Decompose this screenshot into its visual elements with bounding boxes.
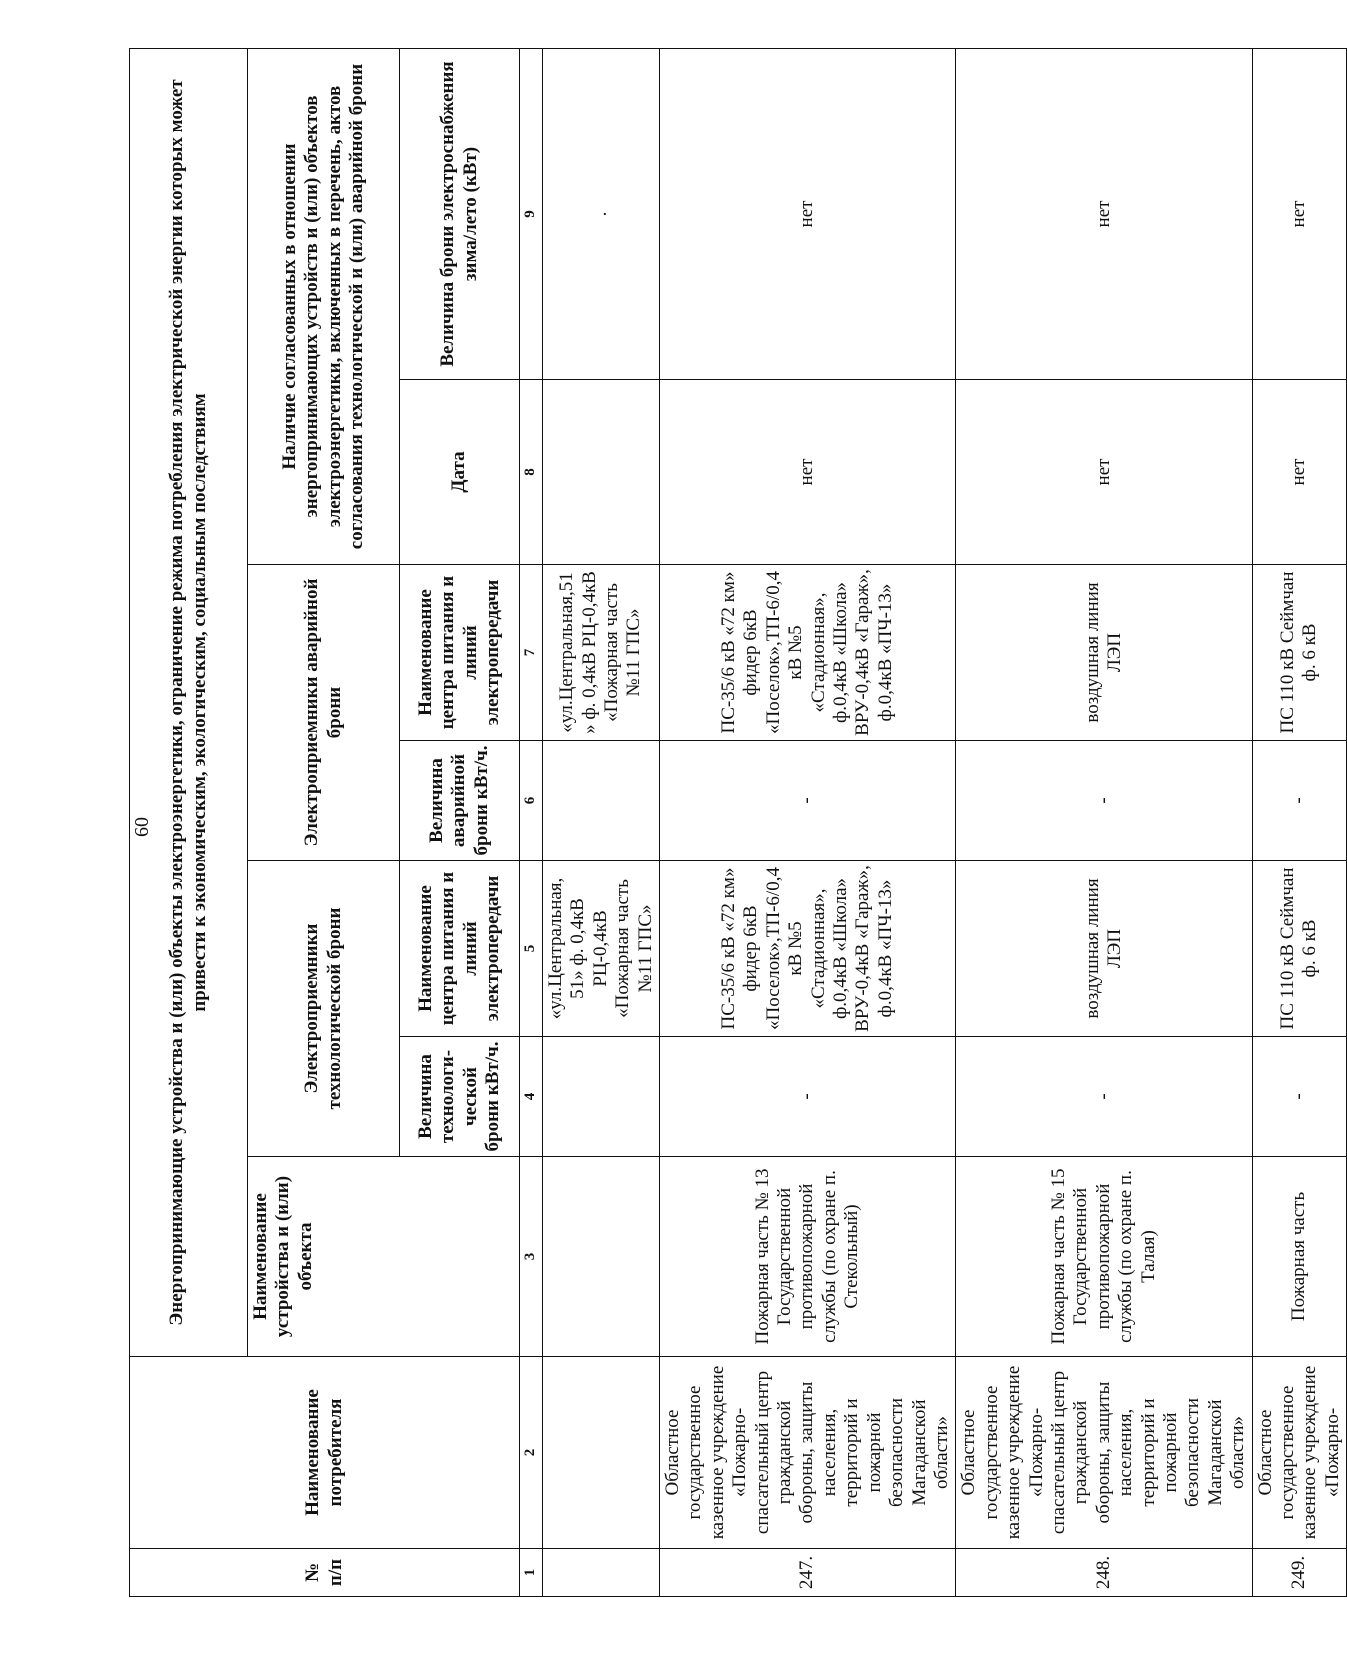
header-reserve: Величина брони электроснабжения зима/лето (кВт) <box>400 48 520 379</box>
row-tech-value: - <box>660 1037 956 1157</box>
row-num <box>543 1549 660 1597</box>
row-device: Пожарная часть № 15 Государственной противопожарной службы (по охране п. Талая) <box>956 1157 1252 1357</box>
row-num: 247. <box>660 1549 956 1597</box>
row-emerg-center: «ул.Центральная,51» ф. 0,4кВ РЦ-0,4кВ «Пожарная часть №11 ГПС» <box>543 565 660 741</box>
table-row <box>660 48 956 1596</box>
row-tech-value <box>543 1037 660 1157</box>
header-tech-center: Наименование центра питания и линий электропередачи <box>400 861 520 1037</box>
header-num: № п/п <box>130 1549 520 1597</box>
table-row <box>956 48 1252 1596</box>
column-number: 2 <box>520 1357 543 1549</box>
row-emerg-center: ПС 110 кВ Сеймчан ф. 6 кВ <box>1252 565 1347 741</box>
row-num: 248. <box>956 1549 1252 1597</box>
row-emerg-center: воздушная линия ЛЭП <box>956 565 1252 741</box>
column-number: 1 <box>520 1549 543 1597</box>
header-main-group: Энергопринимающие устройства и (или) объекты электроэнергетики, ограничение режима потребления электрической энергии которых может привести к экономическим, экологическим, социальным последствиям <box>130 48 248 1356</box>
row-tech-center: воздушная линия ЛЭП <box>956 861 1252 1037</box>
header-emerg-group: Электроприемники аварийной брони <box>248 565 400 861</box>
row-consumer <box>543 1357 660 1549</box>
header-tech-value: Величина технологи-ческой брони кВт/ч. <box>400 1037 520 1157</box>
row-date: нет <box>956 380 1252 565</box>
row-emerg-value <box>543 741 660 861</box>
row-date <box>543 380 660 565</box>
header-emerg-value: Величина аварийной брони кВт/ч. <box>400 741 520 861</box>
row-tech-center: ПС-35/6 кВ «72 км» фидер 6кВ «Поселок»,ТП-6/0,4кВ №5 «Стадионная», ф.0,4кВ «Школа» ВРУ-0,4кВ «Гараж», ф.0,4кВ «ПЧ-13» <box>660 861 956 1037</box>
row-reserve: нет <box>1252 48 1347 379</box>
rotated-table-container <box>129 49 1343 1597</box>
column-number: 3 <box>520 1157 543 1357</box>
row-tech-value: - <box>956 1037 1252 1157</box>
row-device: Пожарная часть <box>1252 1157 1347 1357</box>
row-reserve: . <box>543 48 660 379</box>
column-number: 8 <box>520 380 543 565</box>
row-consumer: Областное государственное казенное учреждение «Пожарно-спасательный центр гражданской обороны, защиты населения, территорий и пожарной безопасности Магаданской области» <box>956 1357 1252 1549</box>
row-emerg-center: ПС-35/6 кВ «72 км» фидер 6кВ «Поселок»,ТП-6/0,4кВ №5 «Стадионная», ф.0,4кВ «Школа» ВРУ-0,4кВ «Гараж», ф.0,4кВ «ПЧ-13» <box>660 565 956 741</box>
row-reserve: нет <box>956 48 1252 379</box>
row-tech-center: «ул.Центральная, 51» ф. 0,4кВ РЦ-0,4кВ «Пожарная часть №11 ГПС» <box>543 861 660 1037</box>
row-emerg-value: - <box>956 741 1252 861</box>
column-number: 7 <box>520 565 543 741</box>
row-emerg-value: - <box>660 741 956 861</box>
row-consumer: Областное государственное казенное учреждение «Пожарно- <box>1252 1357 1347 1549</box>
column-number: 4 <box>520 1037 543 1157</box>
column-number-row <box>520 48 543 1596</box>
table-row <box>1252 48 1347 1596</box>
header-emerg-center: Наименование центра питания и линий электропередачи <box>400 565 520 741</box>
column-number: 5 <box>520 861 543 1037</box>
row-reserve: нет <box>660 48 956 379</box>
row-device: Пожарная часть № 13 Государственной противопожарной службы (по охране п. Стекольный) <box>660 1157 956 1357</box>
row-num: 249. <box>1252 1549 1347 1597</box>
header-consumer: Наименование потребителя <box>130 1357 520 1549</box>
row-consumer: Областное государственное казенное учреждение «Пожарно-спасательный центр гражданской обороны, защиты населения, территорий и пожарной безопасности Магаданской области» <box>660 1357 956 1549</box>
row-date: нет <box>1252 380 1347 565</box>
row-tech-value: - <box>1252 1037 1347 1157</box>
row-device <box>543 1157 660 1357</box>
table-row <box>543 48 660 1596</box>
row-emerg-value: - <box>1252 741 1347 861</box>
row-date: нет <box>660 380 956 565</box>
column-number: 6 <box>520 741 543 861</box>
page-number: 60 <box>131 817 153 837</box>
header-device-name: Наименование устройства и (или) объекта <box>248 1157 520 1357</box>
header-tech-group: Электроприемники технологической брони <box>248 861 400 1157</box>
reserve-table <box>129 48 1347 1597</box>
row-tech-center: ПС 110 кВ Сеймчан ф. 6 кВ <box>1252 861 1347 1037</box>
header-agreed-group: Наличие согласованных в отношении энергопринимающих устройств и (или) объектов электроэнергетики, включенных в перечень, актов согласования технологической и (или) аварийной брони <box>248 48 400 564</box>
header-date: Дата <box>400 380 520 565</box>
column-number: 9 <box>520 48 543 379</box>
